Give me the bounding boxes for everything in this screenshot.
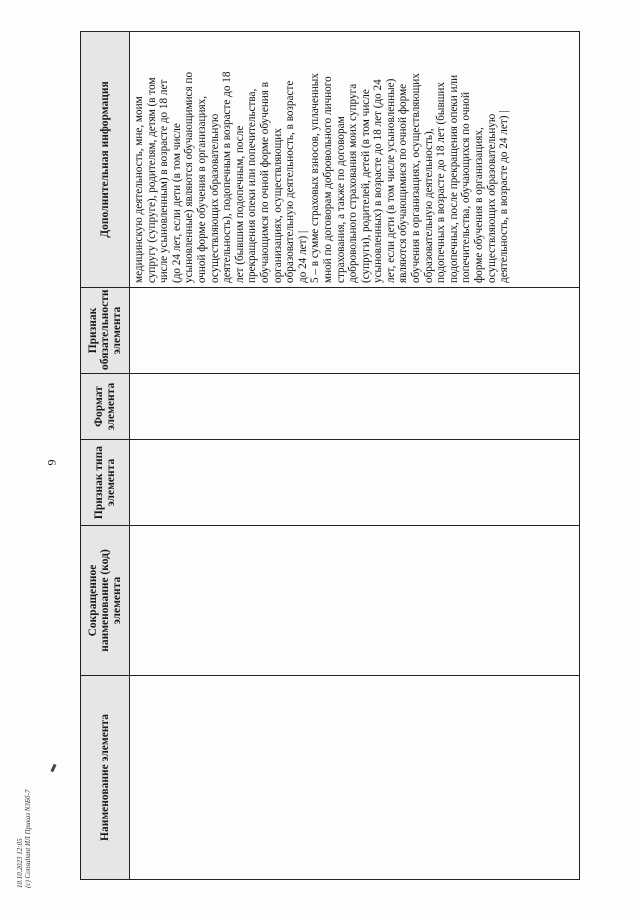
info-line: лет (бывшим подопечным, после [233, 125, 246, 283]
table-header-row [81, 32, 130, 880]
info-line: медицинскую деятельность, мне, моим [133, 96, 145, 283]
info-line: деятельность), подопечным в возрасте до 18 [221, 71, 234, 283]
info-line: страхования, а также по договорам [334, 116, 347, 283]
info-line: осуществляющих образовательную [208, 113, 221, 283]
info-line: до 24 лет) | [296, 230, 309, 283]
info-line: подопечных, после прекращения опеки или [447, 74, 460, 283]
cell-element-format [130, 374, 580, 440]
info-line: числе усыновленным) в возрасте до 18 лет [158, 79, 171, 283]
header-element-type: Признак типа элемента [81, 440, 130, 526]
info-line: 5 – в сумме страховых взносов, уплаченных [309, 73, 322, 283]
footer-line: (c) Consultant ИЛ Приказ N3Бб-7 [24, 789, 32, 888]
header-additional-info: Дополнительная информация [81, 32, 130, 288]
info-line: обучения в организациях, осуществляющих [410, 73, 423, 283]
cell-element-type [130, 440, 580, 526]
info-line: мной по договорам добровольного личного [321, 76, 334, 283]
cell-element-name [130, 676, 580, 880]
info-line: организациях, осуществляющих [271, 128, 284, 283]
info-line: обучающимся по очной форме обучения в [258, 81, 271, 283]
info-line: деятельность, в возрасте до 24 лет) | [498, 110, 511, 283]
info-line: (супруги), родителей, детей (в том числе [359, 89, 372, 283]
cell-additional-info [130, 32, 580, 288]
info-line: супругу (супруге), родителям, детям (в том [145, 77, 158, 283]
info-line: являются обучающимися по очной форме [397, 83, 410, 283]
scan-mark [50, 764, 56, 773]
footer-note [16, 790, 32, 888]
info-line: очной форме обучения в организациях, [195, 95, 208, 283]
table-row [130, 32, 580, 880]
info-line: форме обучения в организациях, [473, 127, 486, 283]
page-number: 9 [44, 459, 59, 466]
footer-line: 10.10.2023 12:05 [16, 838, 24, 888]
info-line: попечительства, обучающихся по очной [460, 91, 473, 283]
info-line: (до 24 лет, если дети (в том числе [170, 123, 183, 283]
header-required-flag: Признак обязательности элемента [81, 288, 130, 374]
header-element-format: Формат элемента [81, 374, 130, 440]
info-line: усыновленные) являются обучающимися по [183, 71, 196, 283]
info-line: осуществляющих образовательную [485, 113, 498, 283]
header-short-name: Сокращенное наименование (код) элемента [81, 526, 130, 676]
info-line: лет, если дети (в том числе усыновленные) [384, 78, 397, 283]
info-line: добровольного страхования моих супруга [347, 83, 360, 283]
elements-table [80, 31, 580, 880]
header-element-name: Наименование элемента [81, 676, 130, 880]
info-line: образовательную деятельность), [422, 128, 435, 283]
info-line: образовательную деятельность, в возрасте [284, 80, 297, 283]
info-line: подопечных в возрасте до 18 лет (бывших [435, 82, 448, 283]
rotated-sheet [80, 32, 580, 880]
info-line: усыновленных) в возрасте до 18 лет (до 24 [372, 79, 385, 283]
info-line: прекращения опеки или попечительства, [246, 88, 259, 283]
cell-short-name [130, 526, 580, 676]
cell-required-flag [130, 288, 580, 374]
